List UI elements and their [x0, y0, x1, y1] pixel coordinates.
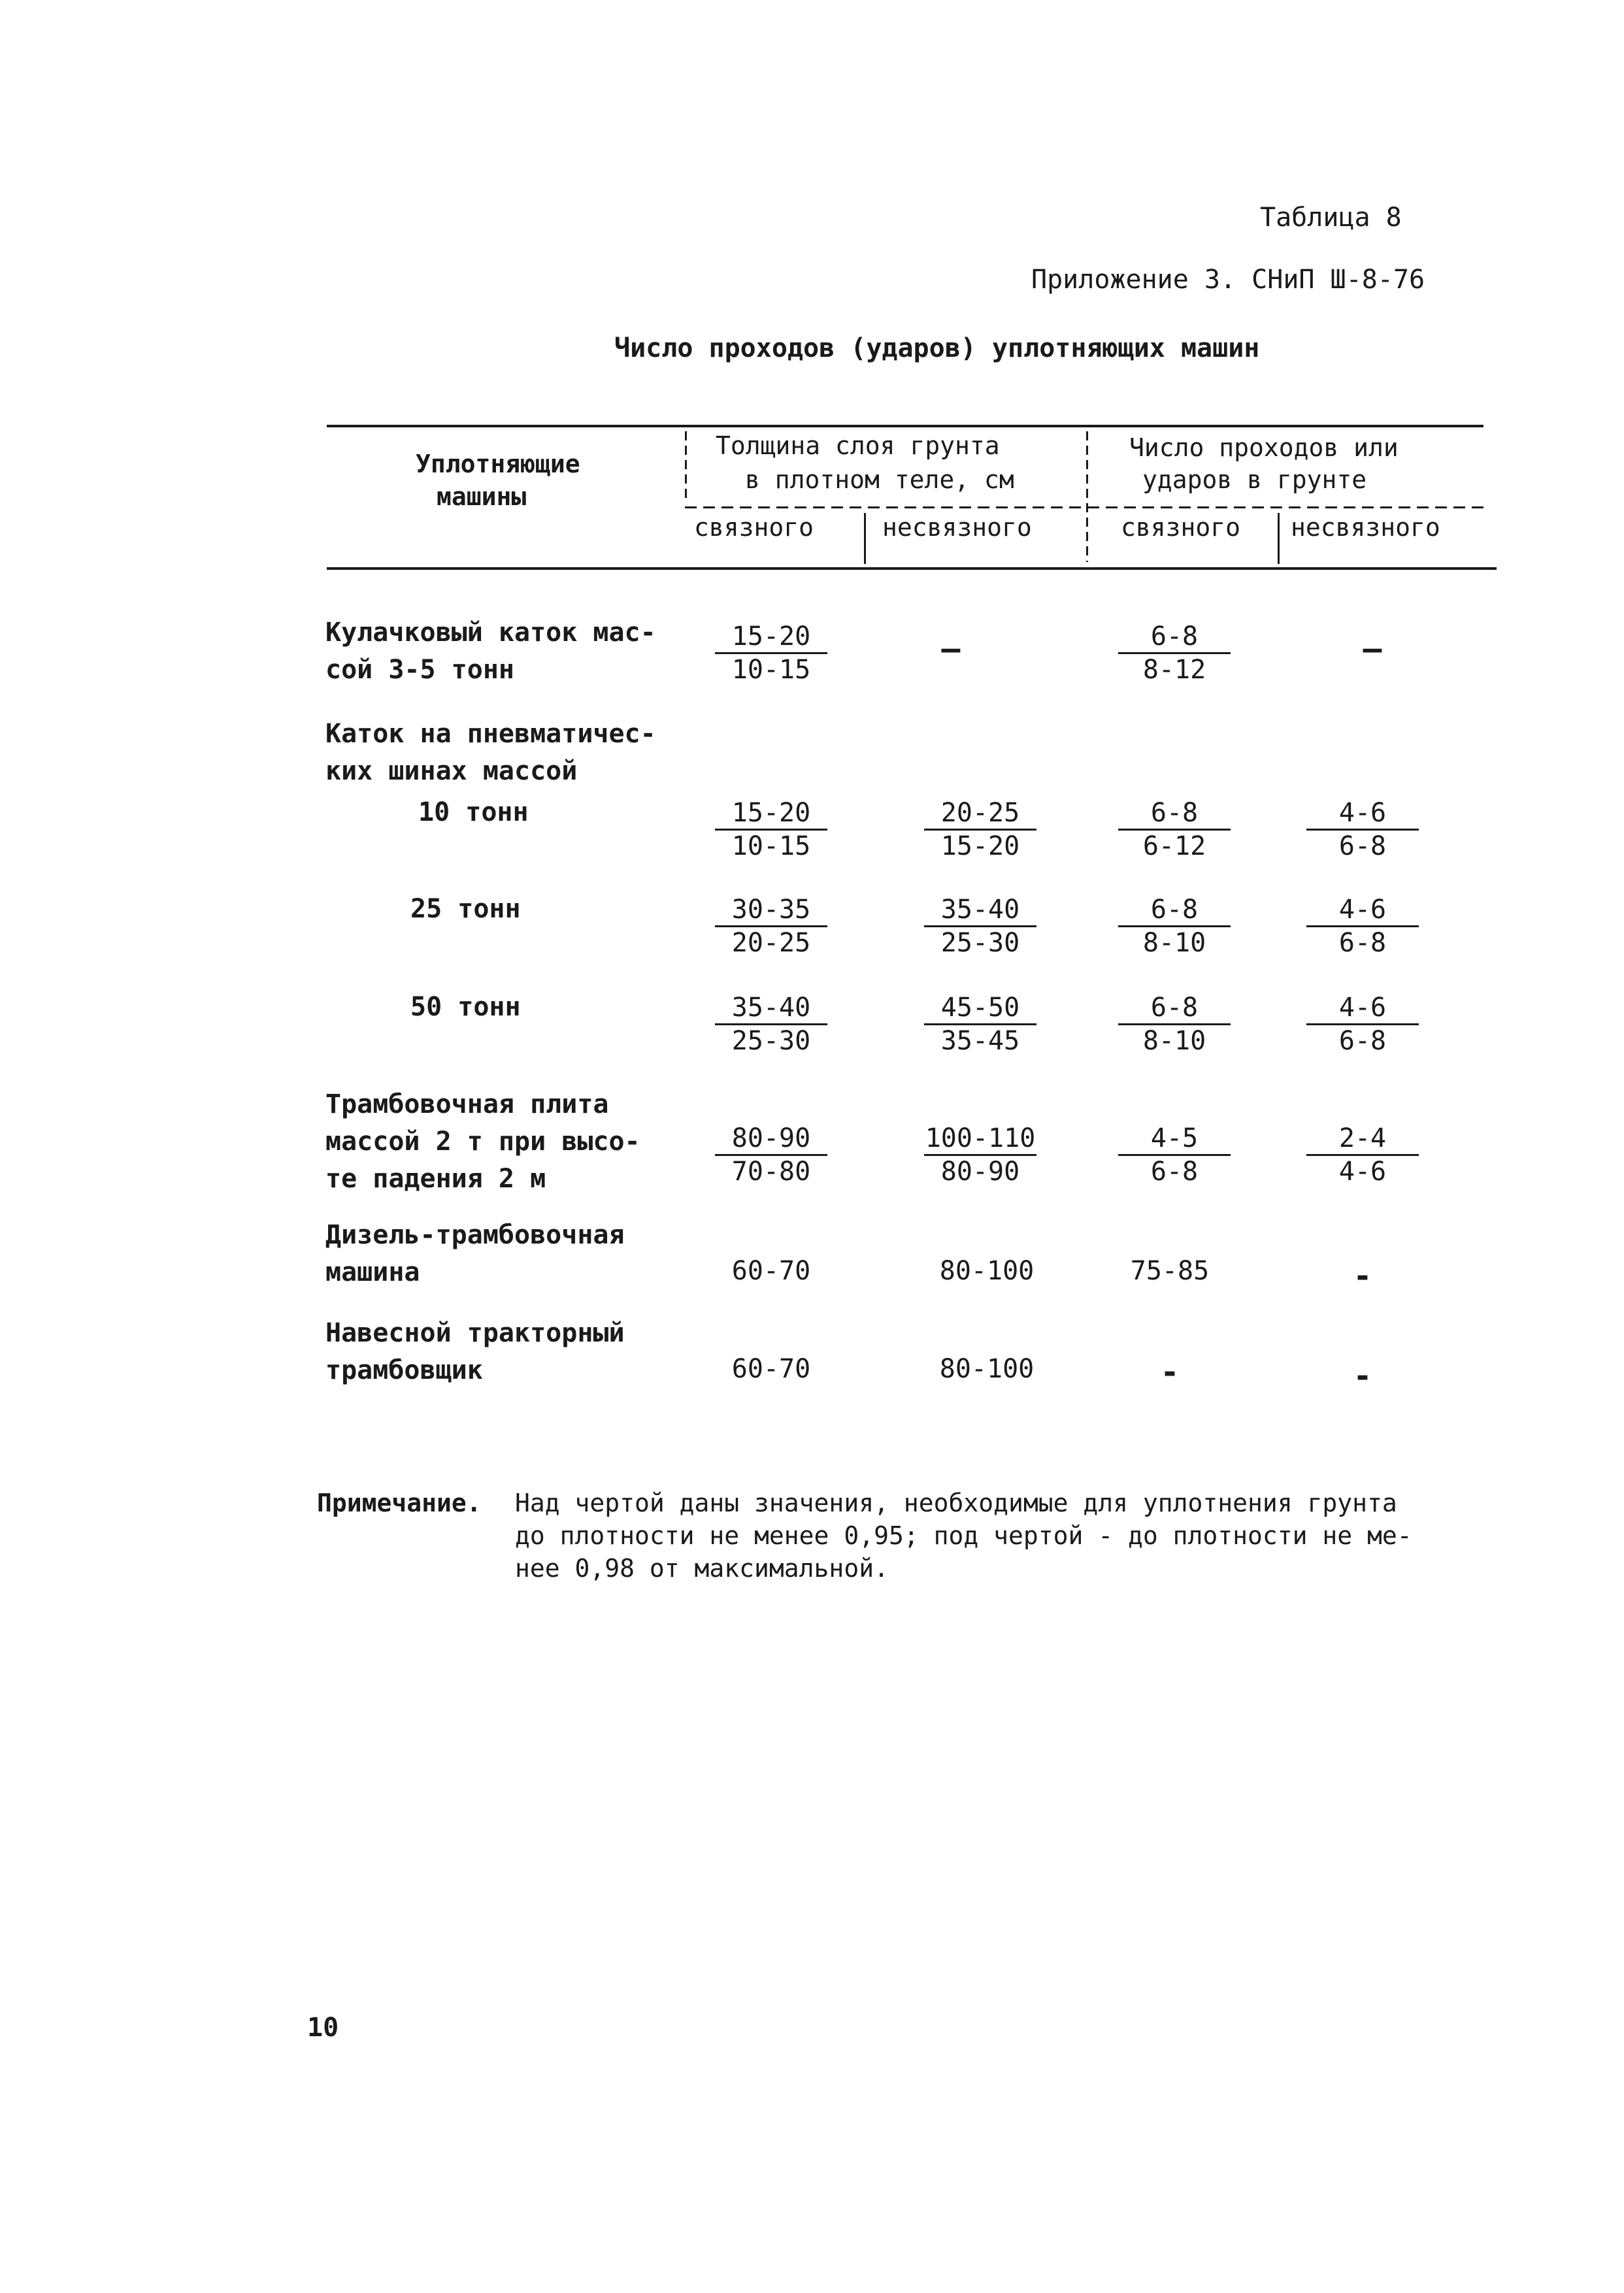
table-number: Таблица 8 [1260, 203, 1402, 233]
fraction-cell: 35-40 25-30 [706, 992, 837, 1057]
empty-cell-dash: – [941, 631, 961, 667]
note-label: Примечание. [317, 1489, 482, 1517]
subcol-thick-noncohesive: несвязного [882, 513, 1032, 542]
fraction-cell: 6-8 8-10 [1109, 992, 1240, 1057]
note-line-2: до плотности не менее 0,95; под чертой - до плотности не ме- [515, 1521, 1412, 1550]
sub-row-label-25t: 25 тонн [410, 894, 521, 924]
fraction-cell: 6-8 8-12 [1109, 621, 1240, 685]
table-top-rule [327, 425, 1483, 427]
sub-row-label-50t: 50 тонн [410, 992, 521, 1022]
fraction-cell: 20-25 15-20 [915, 797, 1046, 862]
page-number: 10 [307, 2013, 339, 2043]
fraction-cell: 100-110 80-90 [925, 1123, 1036, 1187]
fraction-cell: 30-35 20-25 [706, 894, 837, 959]
header-bottom-rule [327, 567, 1497, 570]
table-title: Число проходов (ударов) уплотняющих машин [614, 333, 1260, 363]
value-cell: 75-85 [1130, 1256, 1210, 1286]
row-label-tractor-tamper: Навесной тракторный трамбовщик [325, 1318, 625, 1385]
fraction-cell: 4-6 6-8 [1297, 894, 1428, 959]
fraction-cell: 80-90 70-80 [706, 1123, 837, 1187]
header-divider-4 [1278, 513, 1280, 564]
fraction-cell: 35-40 25-30 [915, 894, 1046, 959]
fraction-cell: 15-20 10-15 [706, 621, 837, 685]
fraction-cell: 45-50 35-45 [915, 992, 1046, 1057]
fraction-cell: 6-8 6-12 [1109, 797, 1240, 862]
fraction-cell: 4-6 6-8 [1297, 797, 1428, 862]
note-line-3: нее 0,98 от максимальной. [515, 1554, 889, 1583]
subcol-thick-cohesive: связного [694, 513, 814, 542]
fraction-cell: 15-20 10-15 [706, 797, 837, 862]
fraction-cell: 4-6 6-8 [1297, 992, 1428, 1057]
appendix-reference: Приложение 3. СНиП Ш-8-76 [1031, 265, 1425, 295]
empty-cell-dash: – [1363, 631, 1382, 667]
fraction-cell: 4-5 6-8 [1109, 1123, 1240, 1187]
header-subrule [685, 506, 1483, 508]
row-label-pneumatic-roller: Каток на пневматичес- ких шинах массой [325, 719, 656, 786]
col-thickness-header: Толщина слоя грунта [716, 431, 1000, 460]
empty-cell-dash: - [1160, 1354, 1180, 1391]
value-cell: 60-70 [731, 1354, 811, 1384]
value-cell: 80-100 [939, 1256, 1035, 1286]
header-divider-3 [864, 513, 866, 564]
empty-cell-dash: - [1353, 1358, 1372, 1394]
row-label-tamping-plate: Трамбовочная плита массой 2 т при высо- те падения 2 м [325, 1089, 640, 1194]
subcol-pass-noncohesive: несвязного [1291, 513, 1440, 542]
col-machines-header: Уплотняющие [416, 450, 580, 478]
col-thickness-header-2: в плотном теле, см [745, 465, 1014, 494]
note-line-1: Над чертой даны значения, необходимые для уплотнения грунта [515, 1489, 1397, 1517]
col-machines-header-2: машины [437, 482, 527, 511]
header-divider-2 [1086, 431, 1088, 562]
sub-row-label-10t: 10 тонн [418, 797, 529, 827]
col-passes-header: Число проходов или [1129, 433, 1399, 462]
subcol-pass-cohesive: связного [1121, 513, 1241, 542]
header-divider-1 [685, 431, 687, 503]
row-label-diesel-tamper: Дизель-трамбовочная машина [325, 1220, 625, 1287]
value-cell: 80-100 [939, 1354, 1035, 1384]
empty-cell-dash: - [1353, 1258, 1372, 1295]
col-passes-header-2: ударов в грунте [1142, 465, 1367, 494]
value-cell: 60-70 [731, 1256, 811, 1286]
fraction-cell: 2-4 4-6 [1297, 1123, 1428, 1187]
fraction-cell: 6-8 8-10 [1109, 894, 1240, 959]
row-label-sheepsfoot-roller: Кулачковый каток мас- сой 3-5 тонн [325, 618, 656, 685]
